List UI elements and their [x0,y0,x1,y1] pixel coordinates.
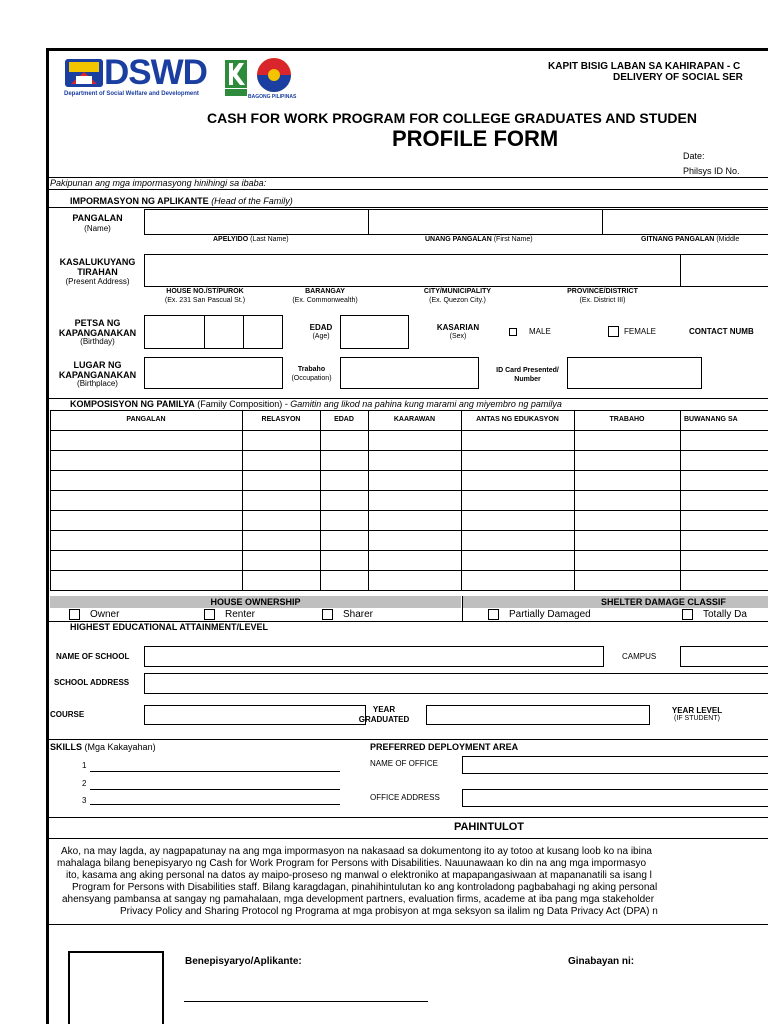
course-label: COURSE [50,710,85,719]
owner-label: Owner [90,609,120,620]
birthday-label: PETSA NG KAPANGANAKAN [58,318,137,338]
skill-line-2[interactable] [90,789,340,790]
consent-line-1: Ako, na may lagda, ay nagpapatunay na ang mga impormasyon na nakasaad sa dokumentong ito ay totoo at kusang loob ko na ibina [61,846,652,857]
consent-line-3: ito, kasama ang aking personal na datos ay maipo-proseso ng manwal o elektroniko at mapapangasiwaan at mapananatili sa isang l [66,870,652,881]
birthplace-input[interactable] [144,357,283,389]
id-card-label: ID Card Presented/ Number [496,367,559,383]
office-address-label: OFFICE ADDRESS [370,793,440,802]
deployment-title: PREFERRED DEPLOYMENT AREA [370,742,519,752]
school-address-label: SCHOOL ADDRESS [54,678,130,687]
skill-line-1[interactable] [90,771,340,772]
consent-line-4: Program for Persons with Disabilities staff. Bilang karagdagan, pinahihintulutan ko ang kontroladong pagbabahagi ng aking personal [72,882,658,893]
birthday-month-input[interactable] [144,315,205,349]
contact-label: CONTACT NUMB [689,327,754,336]
frame-left [46,48,49,1024]
female-checkbox[interactable] [608,326,619,337]
rule-instruction-bottom [48,189,768,190]
middle-name-caption: GITNANG PANGALAN (Middle [641,236,740,243]
dswd-logo-text: DSWD [104,53,207,92]
consent-title: PAHINTULOT [453,821,525,833]
form-title: PROFILE FORM [392,126,559,151]
beneficiary-label: Benepisyaryo/Aplikante: [185,956,302,967]
renter-checkbox[interactable] [204,609,215,620]
male-checkbox[interactable] [509,328,517,336]
address-label: KASALUKUYANG TIRAHAN [59,257,136,277]
birthday-day-input[interactable] [204,315,244,349]
family-col-education: ANTAS NG EDUKASYON [476,416,559,423]
bagong-pilipinas-logo-icon [252,56,296,94]
thumbmark-box[interactable] [68,951,164,1024]
family-col-age: EDAD [334,416,354,423]
first-name-input[interactable] [368,209,603,235]
school-address-input[interactable] [144,673,768,694]
shelter-damage-header: SHELTER DAMAGE CLASSIF [463,596,768,608]
skill-number-2: 2 [82,779,87,788]
middle-name-input[interactable] [602,209,768,235]
dswd-logo-subtext: Department of Social Welfare and Development [64,91,199,97]
skill-line-3[interactable] [90,804,340,805]
year-level-label: YEAR LEVEL [671,706,723,715]
family-table [50,410,768,591]
consent-line-2: mahalaga bilang benepisyaryo ng Cash for Work Program for Persons with Disabilities. Nauunawaan ko din na ang mga impormasyo [57,858,647,869]
first-name-caption: UNANG PANGALAN (First Name) [425,236,533,243]
family-col-relation: RELASYON [261,416,301,423]
bagong-pilipinas-text: BAGONG PILIPINAS [248,94,297,100]
city-caption: CITY/MUNICIPALITY (Ex. Quezon City.) [423,288,492,304]
rule-consent-title [48,838,768,839]
partially-damaged-label: Partially Damaged [509,609,591,620]
family-col-income: BUWANANG SA [684,416,738,423]
school-name-input[interactable] [144,646,604,667]
totally-damaged-checkbox[interactable] [682,609,693,620]
rule-skills-top [48,739,768,740]
occupation-sub: (Occupation) [291,375,332,382]
family-section-title: KOMPOSISYON NG PAMILYA (Family Composition) - Gamitin ang likod na pahina kung marami ang miyembro ng pamilya [70,399,562,409]
last-name-caption: APELYIDO (Last Name) [213,236,289,243]
skills-label: SKILLS (Mga Kakayahan) [50,742,156,752]
birthplace-sub: (Birthplace) [77,379,118,388]
age-label: EDAD [309,323,333,332]
skill-number-1: 1 [82,761,87,770]
instruction-text: Pakipunan ang mga impormasyong hinihingi sa ibaba: [50,178,267,188]
tagline-2: DELIVERY OF SOCIAL SER [613,72,743,83]
family-col-occupation: TRABAHO [609,416,645,423]
beneficiary-signature-line[interactable] [184,1001,428,1002]
male-label: MALE [529,327,551,336]
education-section-title: HIGHEST EDUCATIONAL ATTAINMENT/LEVEL [70,622,268,632]
campus-input[interactable] [680,646,768,667]
program-title: CASH FOR WORK PROGRAM FOR COLLEGE GRADUATES AND STUDEN [207,110,697,126]
name-label: PANGALAN [72,213,123,223]
campus-label: CAMPUS [622,652,657,661]
female-label: FEMALE [624,327,657,336]
office-address-input[interactable] [462,789,768,807]
present-address-input[interactable] [144,254,684,287]
birthday-sub: (Birthday) [80,337,115,346]
occupation-input[interactable] [340,357,479,389]
rule-consent-bottom [48,924,768,925]
owner-checkbox[interactable] [69,609,80,620]
philsys-label: Philsys ID No. [683,166,740,176]
province-caption: PROVINCE/DISTRICT (Ex. District III) [567,288,638,304]
address-sub: (Present Address) [65,277,130,286]
name-sub: (Name) [84,224,111,233]
house-ownership-header: HOUSE OWNERSHIP [50,596,461,608]
consent-line-6: Privacy Policy and Sharing Protocol ng Programa at mga probisyon at mga seksyon sa ilalim ng Data Privacy Act (DPA) n [120,906,658,917]
rule-applicant [48,207,768,208]
date-label: Date: [683,151,705,161]
age-sub: (Age) [312,333,330,340]
consent-line-5: ahensyang pambansa at sangay ng pamahalaan, mga development partners, evaluation firms, academe at iba pang mga stakeholder [62,894,655,905]
year-graduated-label: YEAR GRADUATED [358,705,410,724]
kalahi-logo-icon [225,60,247,96]
year-graduated-input[interactable] [426,705,650,725]
frame-top [46,48,768,51]
occupation-label: Trabaho [297,366,326,373]
birthplace-label: LUGAR NG KAPANGANAKAN [58,360,137,380]
office-name-input[interactable] [462,756,768,774]
dswd-emblem-icon [64,58,104,88]
office-name-label: NAME OF OFFICE [370,759,438,768]
school-name-label: NAME OF SCHOOL [56,652,130,661]
sharer-label: Sharer [343,609,374,620]
applicant-section-title: IMPORMASYON NG APLIKANTE (Head of the Family) [70,196,293,206]
partially-damaged-checkbox[interactable] [488,609,499,620]
present-address-extra-input[interactable] [680,254,768,287]
rule-consent-top [48,817,768,818]
birthday-year-input[interactable] [243,315,283,349]
sharer-checkbox[interactable] [322,609,333,620]
course-input[interactable] [144,705,366,725]
last-name-input[interactable] [144,209,369,235]
skill-number-3: 3 [82,796,87,805]
id-card-input[interactable] [567,357,702,389]
sex-sub: (Sex) [449,333,467,340]
family-col-name: PANGALAN [126,416,166,423]
renter-label: Renter [225,609,256,620]
sex-label: KASARIAN [436,323,480,332]
barangay-caption: BARANGAY (Ex. Commonwealth) [292,288,358,304]
house-caption: HOUSE NO./ST/PUROK (Ex. 231 San Pascual St.) [164,288,246,304]
tagline-1: KAPIT BISIG LABAN SA KAHIRAPAN - C [548,61,741,72]
family-col-birthday: KAARAWAN [393,416,436,423]
age-input[interactable] [340,315,409,349]
assisted-by-label: Ginabayan ni: [568,956,635,967]
totally-damaged-label: Totally Da [703,609,747,620]
house-divider [462,596,463,622]
year-level-sub: (IF STUDENT) [674,715,720,722]
